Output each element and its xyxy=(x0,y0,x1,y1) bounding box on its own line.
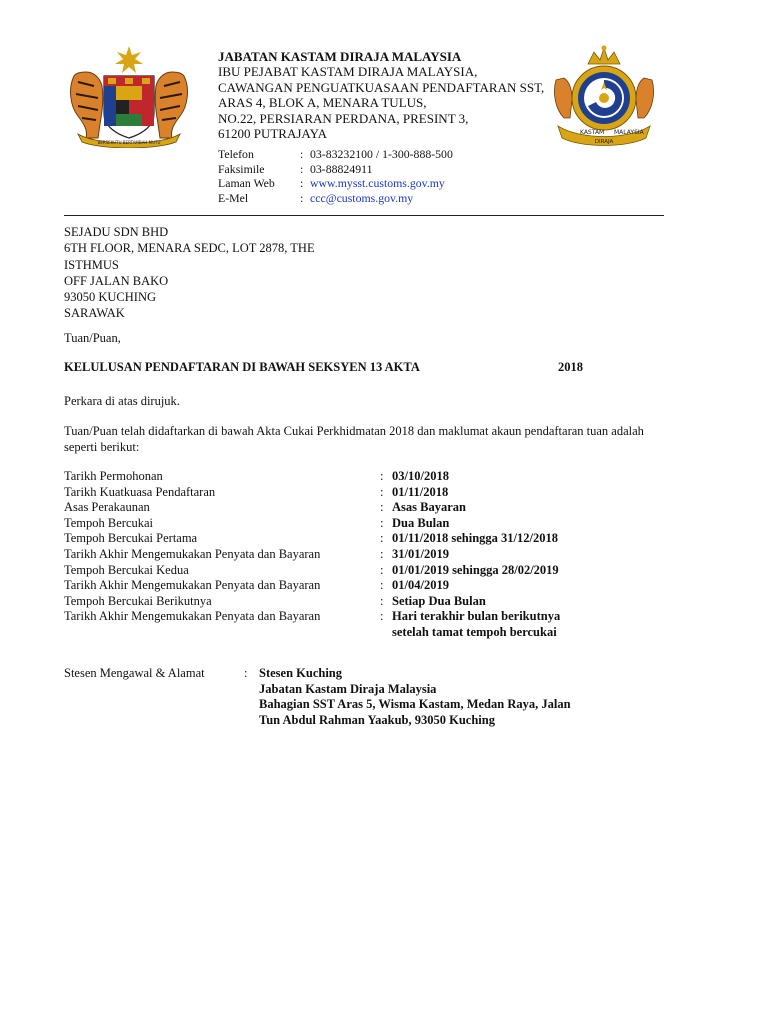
station-line: Jabatan Kastam Diraja Malaysia xyxy=(259,681,437,696)
detail-value xyxy=(392,609,560,640)
detail-colon: : xyxy=(380,562,384,577)
recipient-line: 93050 KUCHING xyxy=(64,290,157,305)
detail-colon: : xyxy=(380,515,384,530)
detail-value: Asas Bayaran xyxy=(392,500,466,515)
letterhead xyxy=(218,49,544,141)
org-address-line: IBU PEJABAT KASTAM DIRAJA MALAYSIA, xyxy=(218,64,478,80)
contact-colon: : xyxy=(300,190,304,205)
logo-text-kastam: KASTAM xyxy=(580,129,605,136)
recipient-line: 6TH FLOOR, MENARA SEDC, LOT 2878, THE xyxy=(64,241,315,256)
detail-label: Tarikh Permohonan xyxy=(64,469,163,483)
detail-colon: : xyxy=(380,609,384,624)
contact-colon: : xyxy=(300,147,304,161)
detail-value: 01/04/2019 xyxy=(392,578,449,593)
detail-colon: : xyxy=(380,484,384,499)
contact-label: Faksimile xyxy=(218,161,265,176)
contact-label: Laman Web xyxy=(218,176,275,191)
detail-label: Tempoh Bercukai Pertama xyxy=(64,531,198,546)
detail-colon: : xyxy=(380,500,384,515)
org-address-line: CAWANGAN PENGUATKUASAAN PENDAFTARAN SST, xyxy=(218,79,545,95)
detail-value: 31/01/2019 xyxy=(392,546,449,561)
detail-label: Tarikh Akhir Mengemukakan Penyata dan Bayaran xyxy=(64,546,321,561)
detail-label: Tempoh Bercukai xyxy=(64,515,154,530)
detail-value-line: setelah tamat tempoh bercukai xyxy=(392,624,557,639)
station-label: Stesen Mengawal & Alamat xyxy=(64,666,205,680)
recipient-line: SARAWAK xyxy=(64,306,125,321)
detail-colon: : xyxy=(380,578,384,593)
detail-value: 01/01/2019 sehingga 28/02/2019 xyxy=(392,562,559,577)
email-link[interactable]: ccc@customs.gov.my xyxy=(310,190,414,205)
contact-block xyxy=(218,147,453,205)
detail-value-line: Hari terakhir bulan berikutnya xyxy=(392,609,561,624)
logo-text-diraja: DIRAJA xyxy=(594,139,614,145)
detail-colon: : xyxy=(380,593,384,608)
org-name: JABATAN KASTAM DIRAJA MALAYSIA xyxy=(218,49,462,64)
station-address xyxy=(259,666,571,728)
contact-website xyxy=(218,176,453,191)
station-colon: : xyxy=(244,666,248,680)
detail-value: 01/11/2018 sehingga 31/12/2018 xyxy=(392,531,558,546)
logo-text-malaysia: MALAYSIA xyxy=(614,129,644,136)
intro-paragraph: Tuan/Puan telah didaftarkan di bawah Akta Cukai Perkhidmatan 2018 dan maklumat akaun pendaftaran tuan adalah seperti berikut: xyxy=(64,424,644,454)
detail-colon: : xyxy=(380,469,384,483)
subject-text: KELULUSAN PENDAFTARAN DI BAWAH SEKSYEN 13 AKTA xyxy=(64,360,420,374)
detail-label: Tempoh Bercukai Kedua xyxy=(64,562,189,577)
header-divider xyxy=(64,215,664,216)
contact-label: Telefon xyxy=(218,147,254,161)
coat-of-arms-logo xyxy=(64,42,194,148)
recipient-address xyxy=(64,224,315,322)
contact-email xyxy=(218,191,453,206)
detail-value: 01/11/2018 xyxy=(392,484,449,499)
detail-colon: : xyxy=(380,546,384,561)
subject-year: 2018 xyxy=(558,360,583,374)
station-line: Tun Abdul Rahman Yaakub, 93050 Kuching xyxy=(259,712,495,727)
subject-line xyxy=(64,360,624,376)
contact-phone xyxy=(218,147,453,162)
org-address-line: NO.22, PERSIARAN PERDANA, PRESINT 3, xyxy=(218,110,469,126)
detail-label: Tarikh Akhir Mengemukakan Penyata dan Bayaran xyxy=(64,609,321,624)
detail-value: Setiap Dua Bulan xyxy=(392,593,486,608)
org-address-line: 61200 PUTRAJAYA xyxy=(218,126,327,142)
contact-colon: : xyxy=(300,161,304,176)
reference-line: Perkara di atas dirujuk. xyxy=(64,394,180,408)
contact-label: E-Mel xyxy=(218,190,249,205)
logo-banner-text: BERSEKUTU BERTAMBAH MUTU xyxy=(97,140,161,145)
recipient-line: ISTHMUS xyxy=(64,257,119,272)
detail-label: Tempoh Bercukai Berikutnya xyxy=(64,593,212,608)
website-link[interactable]: www.mysst.customs.gov.my xyxy=(310,176,445,191)
contact-value: 03-83232100 / 1-300-888-500 xyxy=(310,147,453,161)
recipient-line: SEJADU SDN BHD xyxy=(64,225,169,239)
contact-value: 03-88824911 xyxy=(310,161,373,176)
detail-label: Asas Perakaunan xyxy=(64,500,150,515)
detail-value: Dua Bulan xyxy=(392,515,450,530)
station-line: Stesen Kuching xyxy=(259,666,343,680)
customs-logo xyxy=(550,44,658,148)
detail-value: 03/10/2018 xyxy=(392,469,449,483)
recipient-line: OFF JALAN BAKO xyxy=(64,273,169,288)
detail-label: Tarikh Akhir Mengemukakan Penyata dan Bayaran xyxy=(64,578,321,593)
detail-label: Tarikh Kuatkuasa Pendaftaran xyxy=(64,484,216,499)
contact-fax xyxy=(218,162,453,177)
org-address-line: ARAS 4, BLOK A, MENARA TULUS, xyxy=(218,95,427,111)
station-line: Bahagian SST Aras 5, Wisma Kastam, Medan Raya, Jalan xyxy=(259,697,571,712)
contact-colon: : xyxy=(300,176,304,191)
detail-colon: : xyxy=(380,531,384,546)
salutation: Tuan/Puan, xyxy=(64,331,121,345)
